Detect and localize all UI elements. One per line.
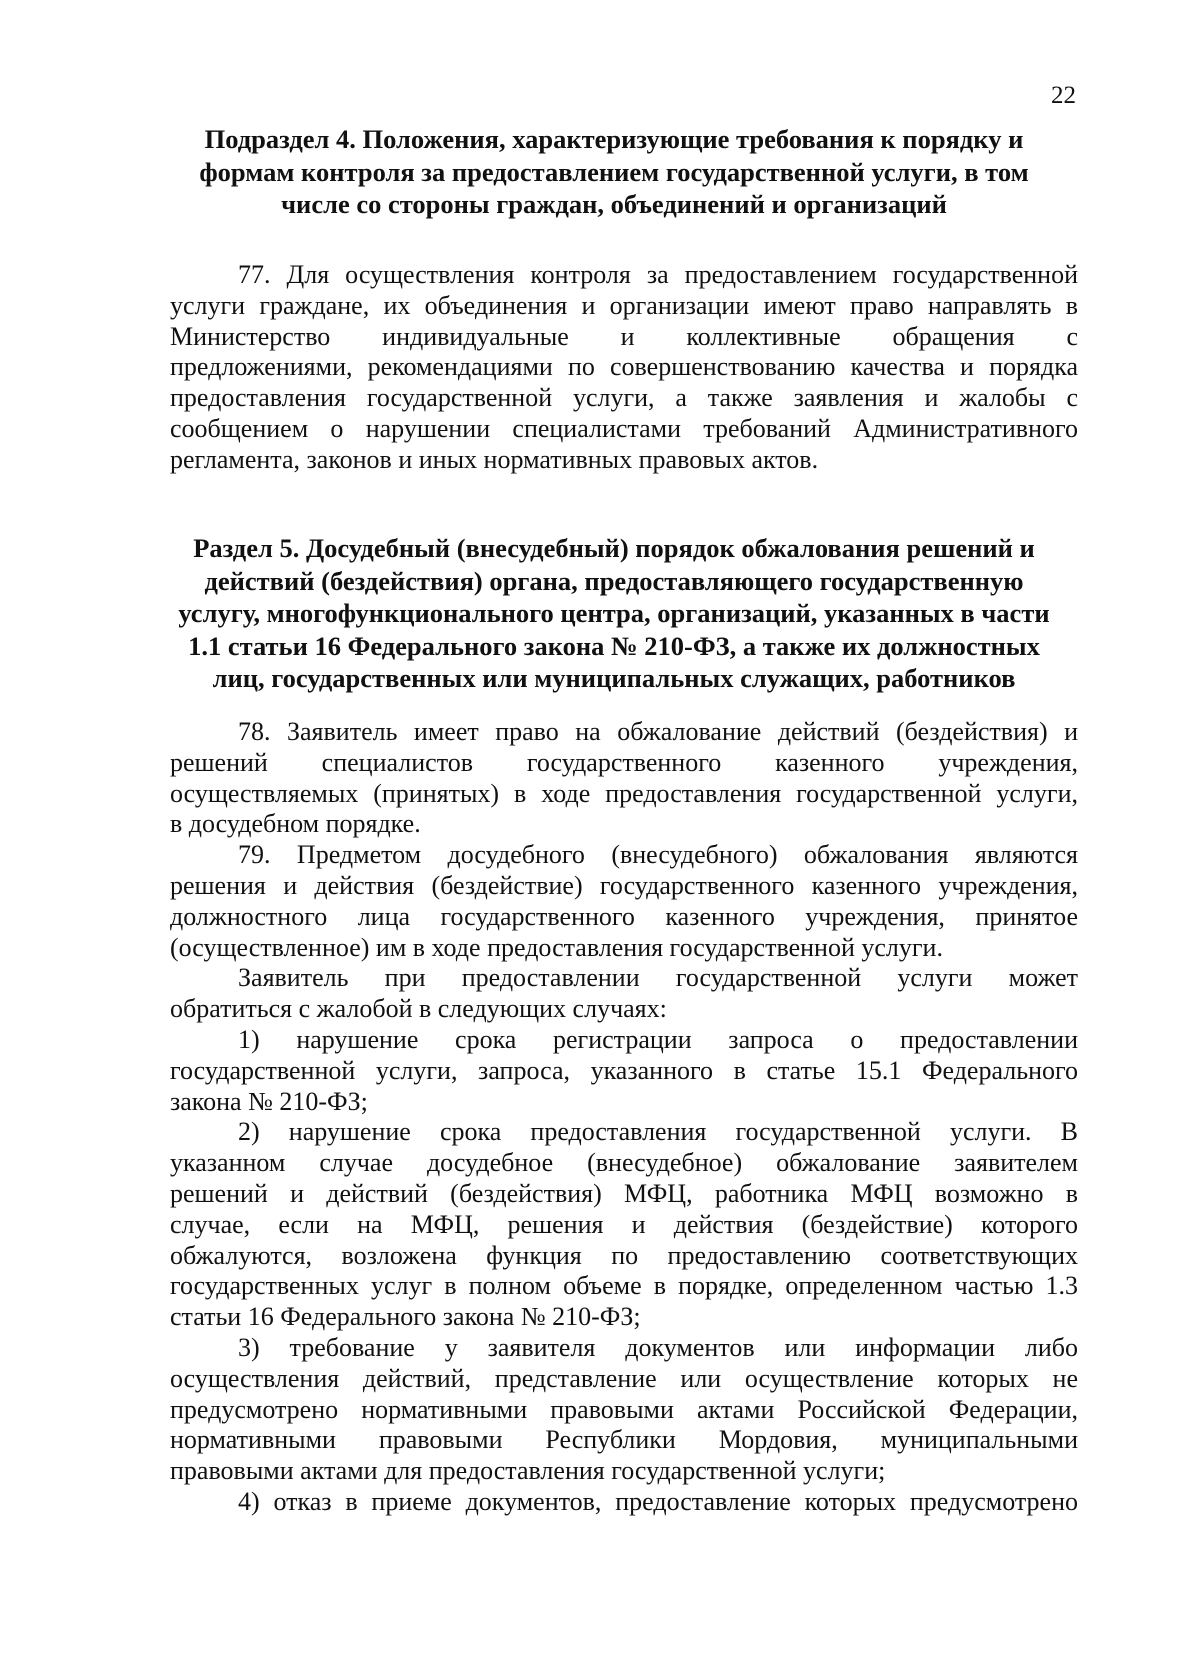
- heading-line: формам контроля за предоставлением государственной услуги, в том: [199, 156, 1029, 187]
- text-line: сообщением о нарушении специалистами требований Административного: [170, 413, 1078, 443]
- text-line: закона № 210-ФЗ;: [170, 1086, 368, 1116]
- text-line: статьи 16 Федерального закона № 210-ФЗ;: [170, 1302, 641, 1332]
- text-line: Министерство индивидуальные и коллективные обращения с: [170, 321, 1078, 351]
- text-line: предложениями, рекомендациями по совершенствованию качества и порядка: [170, 352, 1078, 382]
- text-line: государственных услуг в полном объеме в порядке, определенном частью 1.3: [170, 1271, 1078, 1301]
- page-number: 22: [1051, 82, 1076, 109]
- text-line: нормативными правовыми Республики Мордовия, муниципальными: [170, 1425, 1078, 1455]
- list-item-4: [170, 1487, 1078, 1518]
- heading-line: Раздел 5. Досудебный (внесудебный) порядок обжалования решений и: [193, 533, 1035, 563]
- text-line: правовыми актами для предоставления государственной услуги;: [170, 1456, 886, 1486]
- text-line: государственной услуги, запроса, указанного в статье 15.1 Федерального: [170, 1055, 1078, 1085]
- paragraph-77: [170, 260, 1078, 476]
- subsection-4-heading: [160, 123, 1068, 221]
- text-line: предоставления государственной услуги, а также заявления и жалобы с: [170, 383, 1078, 413]
- text-line: осуществляемых (принятых) в ходе предоставления государственной услуги,: [170, 778, 1078, 808]
- text-line: 3) требование у заявителя документов или информации либо: [238, 1332, 1078, 1362]
- text-line: случае, если на МФЦ, решения и действия (бездействие) которого: [170, 1209, 1078, 1239]
- section-5-body: [170, 717, 1078, 1518]
- paragraph-79: [170, 840, 1078, 963]
- section-5-heading: [160, 532, 1068, 695]
- text-line: осуществления действий, представление или осуществление которых не: [170, 1363, 1078, 1393]
- text-line: услуги граждане, их объединения и организации имеют право направлять в: [170, 290, 1078, 320]
- text-line: регламента, законов и иных нормативных правовых актов.: [170, 444, 819, 474]
- complaint-intro: [170, 963, 1078, 1025]
- text-line: 1) нарушение срока регистрации запроса о предоставлении: [238, 1024, 1078, 1054]
- text-line: решений специалистов государственного казенного учреждения,: [170, 747, 1078, 777]
- text-line: 2) нарушение срока предоставления государственной услуги. В: [238, 1117, 1078, 1147]
- text-line: решений и действий (бездействия) МФЦ, работника МФЦ возможно в: [170, 1178, 1078, 1208]
- heading-line: действий (бездействия) органа, предоставляющего государственную: [204, 565, 1024, 596]
- text-line: указанном случае досудебное (внесудебное) обжалование заявителем: [170, 1148, 1078, 1178]
- text-line: Заявитель при предоставлении государственной услуги может: [238, 963, 1078, 993]
- text-line: (осуществленное) им в ходе предоставления государственной услуги.: [170, 932, 943, 962]
- heading-line: Подраздел 4. Положения, характеризующие требования к порядку и: [204, 124, 1024, 154]
- text-line: 77. Для осуществления контроля за предоставлением государственной: [238, 260, 1078, 289]
- text-line: 79. Предметом досудебного (внесудебного) обжалования являются: [238, 840, 1078, 870]
- text-line: должностного лица государственного казенного учреждения, принятое: [170, 901, 1078, 931]
- list-item-1: [170, 1025, 1078, 1117]
- text-line: обжалуются, возложена функция по предоставлению соответствующих: [170, 1240, 1078, 1270]
- heading-line: 1.1 статьи 16 Федерального закона № 210-ФЗ, а также их должностных: [188, 630, 1040, 661]
- text-line: 78. Заявитель имеет право на обжалование действий (бездействия) и: [238, 717, 1078, 746]
- text-line: 4) отказ в приеме документов, предоставление которых предусмотрено: [238, 1486, 1078, 1516]
- text-line: предусмотрено нормативными правовыми актами Российской Федерации,: [170, 1394, 1078, 1424]
- paragraph-78: [170, 717, 1078, 840]
- heading-line: услугу, многофункционального центра, организаций, указанных в части: [178, 598, 1050, 628]
- heading-line: лиц, государственных или муниципальных служащих, работников: [212, 663, 1016, 693]
- text-line: решения и действия (бездействие) государственного казенного учреждения,: [170, 870, 1078, 900]
- list-item-2: [170, 1117, 1078, 1333]
- text-line: обратиться с жалобой в следующих случаях:: [170, 994, 667, 1024]
- heading-line: числе со стороны граждан, объединений и организаций: [281, 189, 947, 219]
- text-line: в досудебном порядке.: [170, 809, 421, 839]
- list-item-3: [170, 1333, 1078, 1487]
